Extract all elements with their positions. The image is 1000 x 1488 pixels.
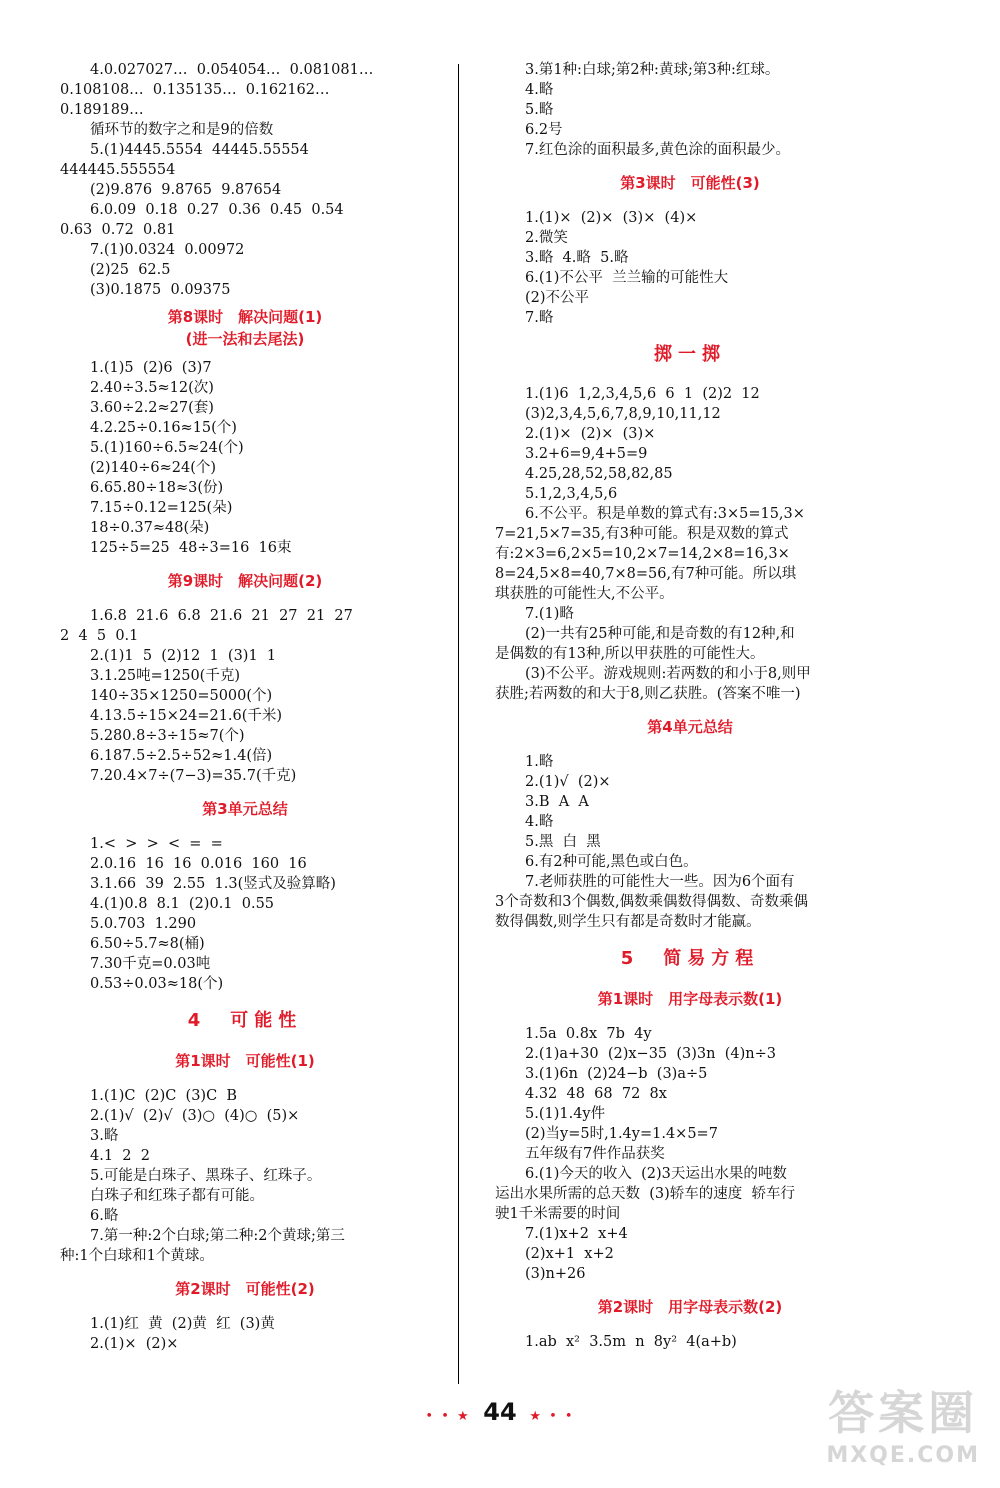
answer-line: 7.30千克=0.03吨: [90, 956, 211, 972]
answer-line: 1.(1)6 1,2,3,4,5,6 6 1 (2)2 12: [525, 386, 760, 402]
answer-line: 5.0.703 1.290: [90, 916, 197, 932]
answer-line: 循环节的数字之和是9的倍数: [90, 122, 274, 138]
answer-line: (2)一共有25种可能,和是奇数的有12种,和: [525, 626, 795, 642]
section-heading: 第2课时 可能性(2): [175, 1280, 315, 1298]
answer-line: 五年级有7件作品获奖: [525, 1146, 665, 1162]
answer-line: 2.40÷3.5≈12(次): [90, 380, 214, 396]
answer-line: 7.(1)略: [525, 606, 574, 622]
answer-line: 4.1 2 2: [90, 1148, 150, 1164]
answer-line: 3.B A A: [525, 794, 589, 810]
answer-line: 2.(1)a+30 (2)x−35 (3)3n (4)n÷3: [525, 1046, 776, 1062]
answer-line: 3.略 4.略 5.略: [525, 250, 629, 266]
answer-line: 6.65.80÷18≈3(份): [90, 480, 224, 496]
answer-line: 4.0.027027… 0.054054… 0.081081…: [90, 62, 374, 78]
answer-line: 3.60÷2.2≈27(套): [90, 400, 214, 416]
answer-line: 2.(1)1 5 (2)12 1 (3)1 1: [90, 648, 277, 664]
watermark: [826, 1377, 980, 1468]
answer-line: 5.略: [525, 102, 554, 118]
answer-line: (3)0.1875 0.09375: [90, 282, 231, 298]
answer-line: 获胜;若两数的和大于8,则乙获胜。(答案不唯一): [495, 686, 801, 702]
column-divider: [458, 64, 459, 1384]
answer-line: (2)25 62.5: [90, 262, 171, 278]
answers-unit5-lesson1: [495, 1024, 885, 1284]
answer-line: 运出水果所需的总天数 (3)轿车的速度 轿车行: [495, 1186, 795, 1202]
answer-line: (2)x+1 x+2: [525, 1246, 614, 1262]
section-heading: 第1课时 用字母表示数(1): [597, 990, 783, 1008]
answers-lesson8: [60, 358, 430, 558]
answer-line: 有:2×3=6,2×5=10,2×7=14,2×8=16,3×: [495, 546, 790, 562]
answer-line: 2.(1)√ (2)√ (3)○ (4)○ (5)×: [90, 1108, 300, 1124]
answer-line: 3.第1种:白球;第2种:黄球;第3种:红球。: [525, 62, 780, 78]
answers-lesson7: [60, 60, 430, 300]
answer-line: 7=21,5×7=35,有3种可能。积是双数的算式: [495, 526, 789, 542]
answer-line: 3.1.66 39 2.55 1.3(竖式及验算略): [90, 876, 336, 892]
answer-line: (3)n+26: [525, 1266, 586, 1282]
answer-line: 6.187.5÷2.5÷52≈1.4(倍): [90, 748, 273, 764]
answer-line: 0.108108… 0.135135… 0.162162…: [60, 82, 330, 98]
answers-unit4-lesson1: [60, 1086, 430, 1266]
answer-line: 5.黑 白 黑: [525, 834, 601, 850]
answer-line: 1.(1)C (2)C (3)C B: [90, 1088, 238, 1104]
answer-line: 3.(1)6n (2)24−b (3)a÷5: [525, 1066, 708, 1082]
answer-line: 1.6.8 21.6 6.8 21.6 21 27 21 27: [90, 608, 353, 624]
answer-line: 2.(1)√ (2)×: [525, 774, 611, 790]
answer-line: 2.(1)× (2)× (3)×: [525, 426, 656, 442]
answer-line: 4.2.25÷0.16≈15(个): [90, 420, 237, 436]
answer-line: 1.5a 0.8x 7b 4y: [525, 1026, 652, 1042]
answer-line: 4.略: [525, 814, 554, 830]
watermark-url: MXQE.COM: [826, 1443, 980, 1468]
answer-line: 3个奇数和3个偶数,偶数乘偶数得偶数、奇数乘偶: [495, 894, 809, 910]
answer-line: (3)不公平。游戏规则:若两数的和小于8,则甲: [525, 666, 811, 682]
answer-line: 数得偶数,则学生只有都是奇数时才能赢。: [495, 914, 761, 930]
answer-line: (2)9.876 9.8765 9.87654: [90, 182, 282, 198]
answer-line: 2.(1)× (2)×: [90, 1336, 179, 1352]
section-heading: 第3课时 可能性(3): [620, 174, 760, 192]
answer-line: 1.ab x² 3.5m n 8y² 4(a+b): [525, 1334, 737, 1350]
section-heading: 掷一掷: [654, 344, 726, 365]
answer-line: 18÷0.37≈48(朵): [90, 520, 210, 536]
answer-line: 白珠子和红珠子都有可能。: [90, 1188, 264, 1204]
answer-line: (2)不公平: [525, 290, 590, 306]
answer-line: 444445.555554: [60, 162, 176, 178]
watermark-logo: 答案圈: [828, 1386, 979, 1440]
answer-line: 140÷35×1250=5000(个): [90, 688, 273, 704]
section-heading: 第3单元总结: [202, 800, 288, 818]
answer-line: 7.略: [525, 310, 554, 326]
answer-line: 是偶数的有13种,所以甲获胜的可能性大。: [495, 646, 765, 662]
answer-line: 3.略: [90, 1128, 119, 1144]
section-heading: 第9课时 解决问题(2): [167, 572, 323, 590]
answer-line: 3.1.25吨=1250(千克): [90, 668, 240, 684]
answer-line: 5.(1)1.4y件: [525, 1106, 606, 1122]
answer-line: 125÷5=25 48÷3=16 16束: [90, 540, 292, 556]
answer-line: 4.(1)0.8 8.1 (2)0.1 0.55: [90, 896, 275, 912]
answer-line: 0.189189…: [60, 102, 144, 118]
answer-line: 7.20.4×7÷(7−3)=35.7(千克): [90, 768, 297, 784]
answer-line: 琪获胜的可能性大,不公平。: [495, 586, 674, 602]
answer-line: 7.老师获胜的可能性大一些。因为6个面有: [525, 874, 795, 890]
section-heading: 第8课时 解决问题(1): [167, 308, 323, 326]
answer-line: 驶1千米需要的时间: [495, 1206, 621, 1222]
right-column: [495, 60, 885, 1352]
answer-line: 0.63 0.72 0.81: [60, 222, 176, 238]
answer-line: 8=24,5×8=40,7×8=56,有7种可能。所以琪: [495, 566, 797, 582]
answer-line: 5.可能是白珠子、黑珠子、红珠子。: [90, 1168, 322, 1184]
answer-line: 1.(1)× (2)× (3)× (4)×: [525, 210, 698, 226]
answer-line: 2 4 5 0.1: [60, 628, 139, 644]
answer-line: 4.略: [525, 82, 554, 98]
answer-line: 2.0.16 16 16 0.016 160 16: [90, 856, 307, 872]
left-column: [60, 60, 430, 1354]
section-heading: 第2课时 用字母表示数(2): [597, 1298, 783, 1316]
section-subheading: (进一法和去尾法): [185, 330, 305, 348]
answers-lesson9: [60, 606, 430, 786]
answer-line: 6.略: [90, 1208, 119, 1224]
answer-line: 6.2号: [525, 122, 563, 138]
star-icon: ★ • •: [529, 1409, 575, 1424]
section-heading: 第1课时 可能性(1): [175, 1052, 315, 1070]
answer-line: 4.32 48 68 72 8x: [525, 1086, 667, 1102]
answer-line: 6.(1)不公平 兰兰输的可能性大: [525, 270, 729, 286]
answer-line: (3)2,3,4,5,6,7,8,9,10,11,12: [525, 406, 721, 422]
answer-line: (2)当y=5时,1.4y=1.4×5=7: [525, 1126, 718, 1142]
answer-line: 0.53÷0.03≈18(个): [90, 976, 224, 992]
answer-line: 5.1,2,3,4,5,6: [525, 486, 618, 502]
answer-line: 5.(1)160÷6.5≈24(个): [90, 440, 244, 456]
answer-line: 7.15÷0.12=125(朵): [90, 500, 233, 516]
answer-line: 1.略: [525, 754, 554, 770]
answers-unit4-lesson2-cont: [495, 60, 885, 160]
star-icon: • • ★: [425, 1409, 471, 1424]
answer-line: 6.50÷5.7≈8(桶): [90, 936, 205, 952]
answer-line: 7.第一种:2个白球;第二种:2个黄球;第三: [90, 1228, 345, 1244]
answer-line: 1.(1)5 (2)6 (3)7: [90, 360, 212, 376]
answers-dice: [495, 384, 885, 704]
unit-heading: 4 可能性: [187, 1010, 303, 1031]
answers-unit4-lesson2: [60, 1314, 430, 1354]
answers-unit3-summary: [60, 834, 430, 994]
section-heading: 第4单元总结: [647, 718, 733, 736]
answer-line: 2.微笑: [525, 230, 568, 246]
answer-line: 5.(1)4445.5554 44445.55554: [90, 142, 309, 158]
unit-heading: 5 简易方程: [620, 948, 760, 969]
answer-line: 3.2+6=9,4+5=9: [525, 446, 648, 462]
answers-unit4-summary: [495, 752, 885, 932]
answer-line: (2)140÷6≈24(个): [90, 460, 217, 476]
answer-line: 6.0.09 0.18 0.27 0.36 0.45 0.54: [90, 202, 344, 218]
answers-unit4-lesson3: [495, 208, 885, 328]
answer-line: 7.红色涂的面积最多,黄色涂的面积最少。: [525, 142, 790, 158]
answer-line: 4.25,28,52,58,82,85: [525, 466, 673, 482]
answer-line: 1.< > > < = =: [90, 836, 223, 852]
answer-line: 6.不公平。积是单数的算式有:3×5=15,3×: [525, 506, 805, 522]
answer-line: 7.(1)0.0324 0.00972: [90, 242, 245, 258]
answer-line: 1.(1)红 黄 (2)黄 红 (3)黄: [90, 1316, 275, 1332]
answers-unit5-lesson2: [495, 1332, 885, 1352]
page-number: 44: [483, 1398, 517, 1426]
answer-line: 7.(1)x+2 x+4: [525, 1226, 628, 1242]
answer-line: 6.(1)今天的收入 (2)3天运出水果的吨数: [525, 1166, 787, 1182]
answer-line: 4.13.5÷15×24=21.6(千米): [90, 708, 283, 724]
answer-line: 5.280.8÷3÷15≈7(个): [90, 728, 245, 744]
answer-line: 6.有2种可能,黑色或白色。: [525, 854, 698, 870]
answer-line: 种:1个白球和1个黄球。: [60, 1248, 214, 1264]
